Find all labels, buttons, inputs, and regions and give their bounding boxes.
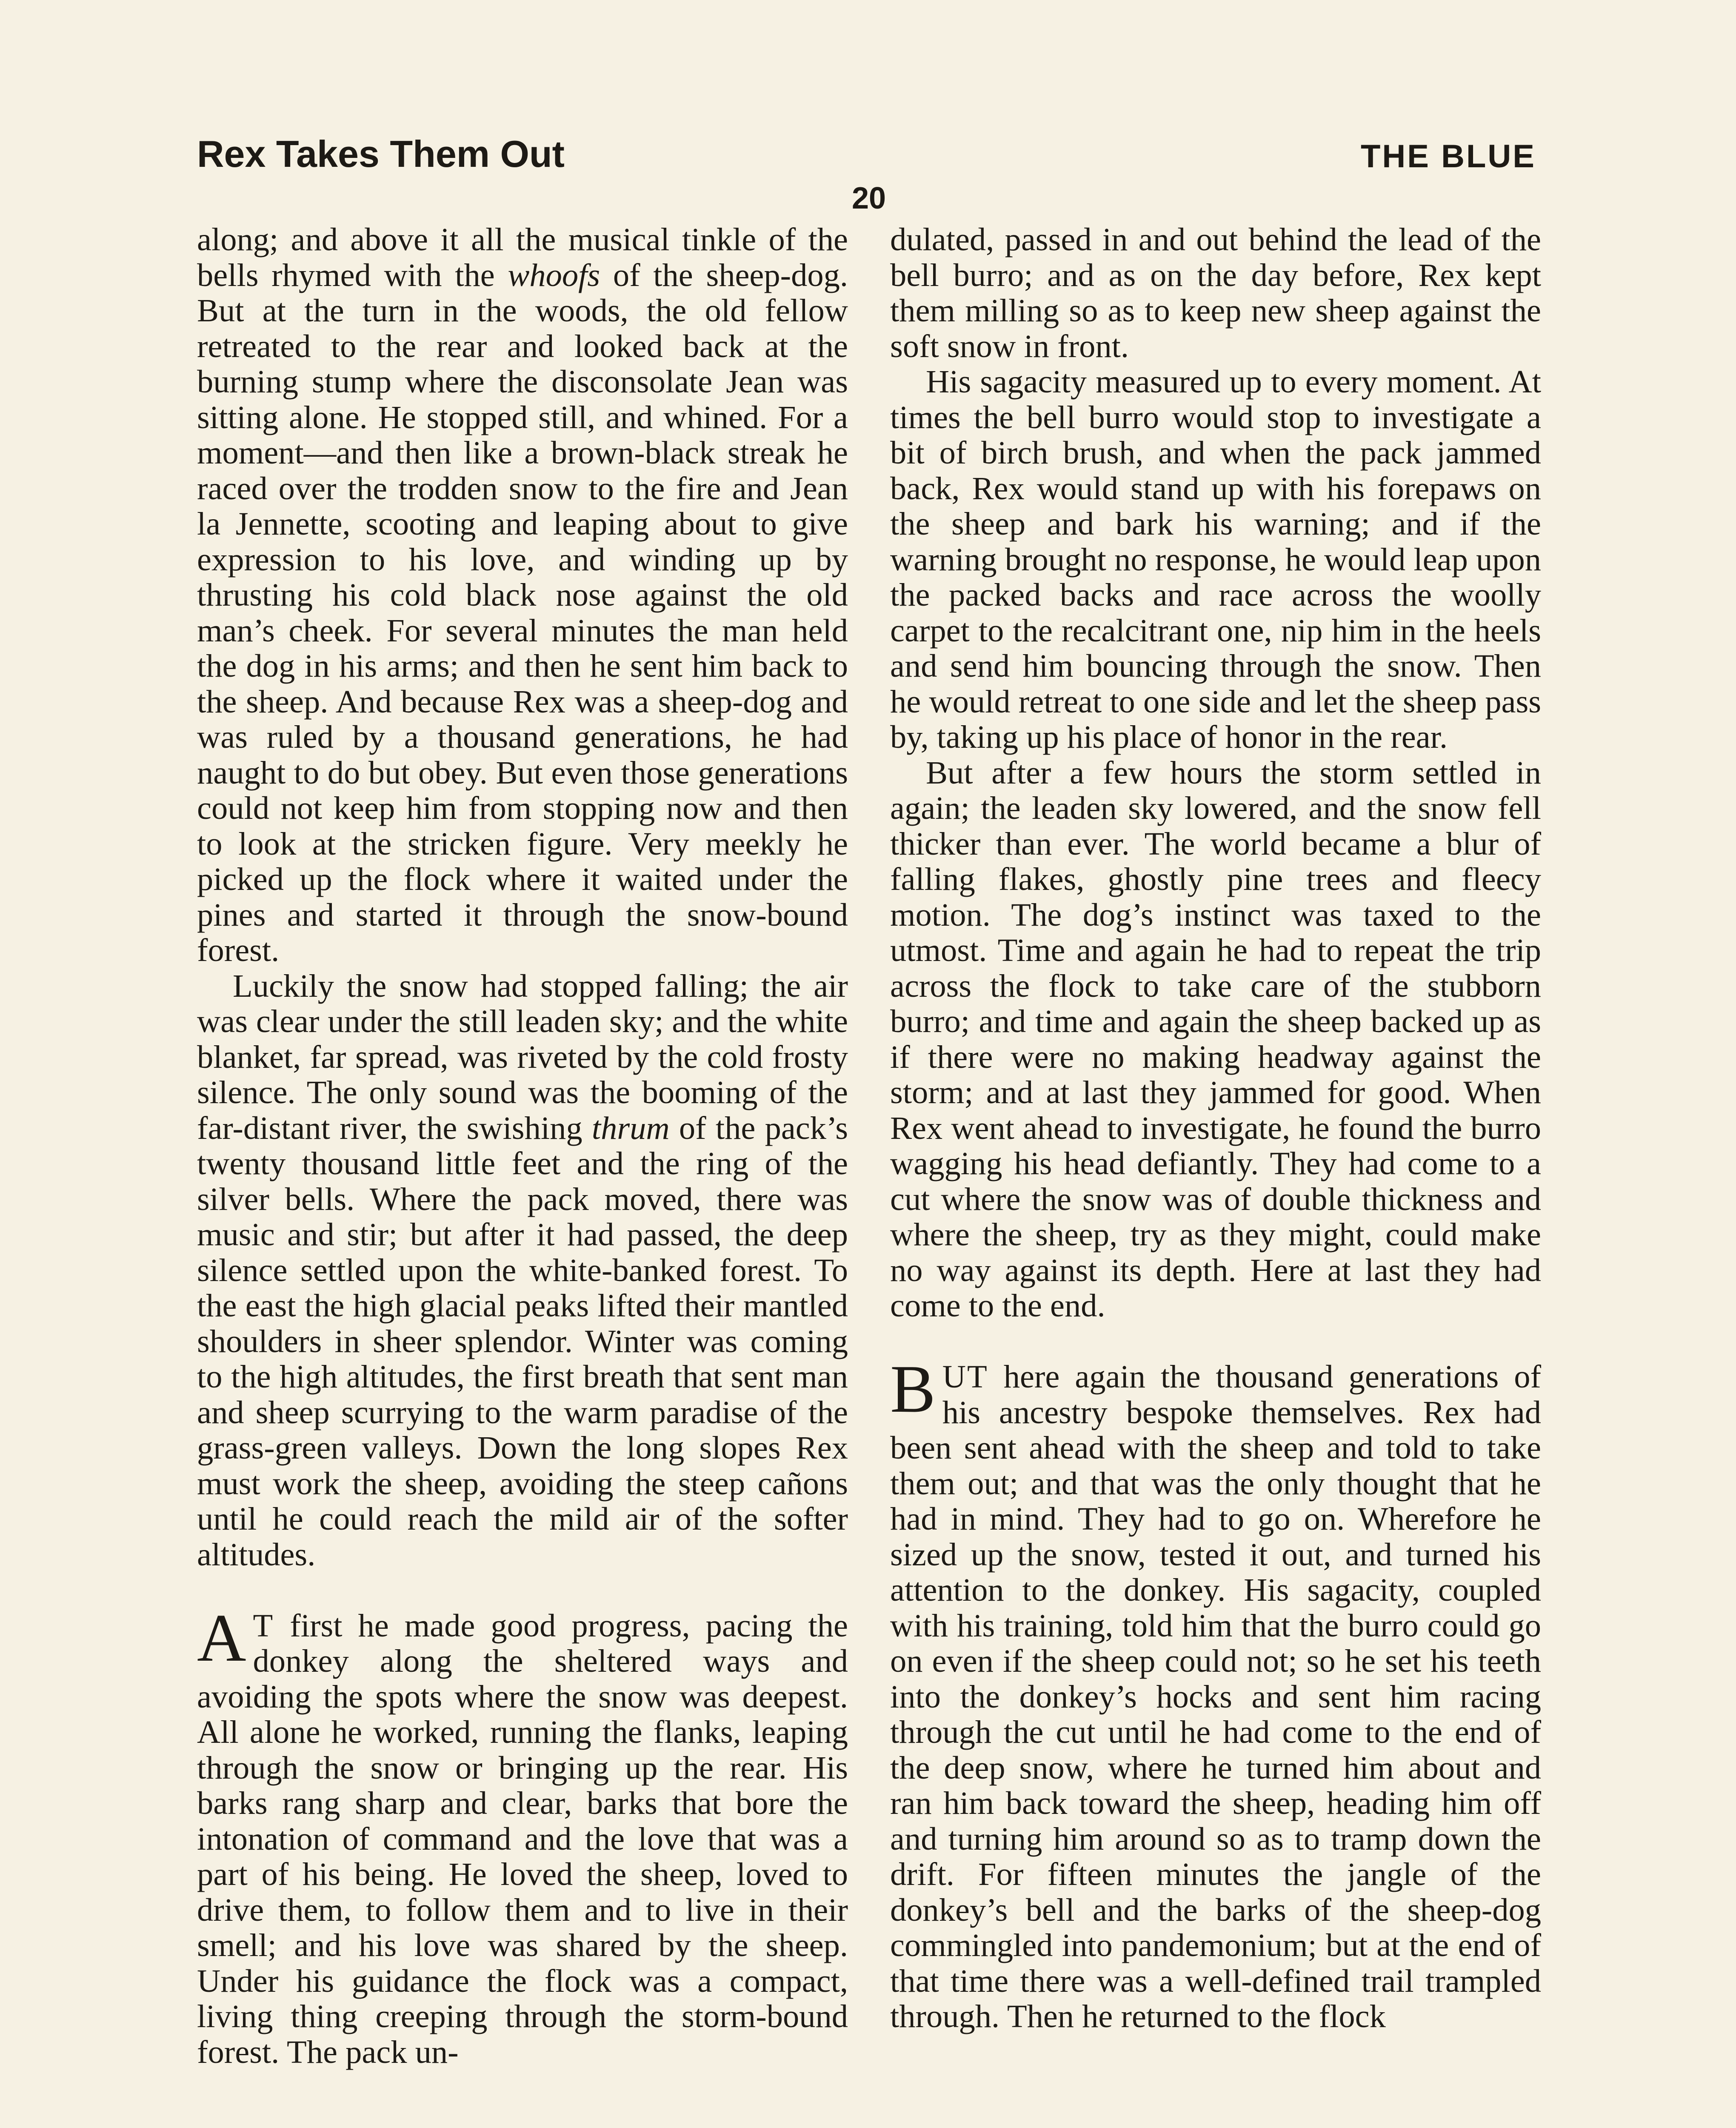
- paragraph-text: of the pack’s twenty thousand little feet and the ring of the silver bells. Where the pack moved, there was music and stir; but after it had passed, the deep silence settled upon the white-banked forest. To the east the high glacial peaks lifted their mantled shoulders in sheer splendor. Winter was coming to the high altitudes, the first breath that sent man and sheep scurrying to the warm paradise of the grass-green valleys. Down the long slopes Rex must work the sheep, avoiding the steep cañons until he could reach the mild air of the softer altitudes.: [197, 1110, 848, 1573]
- paragraph-text: along; and above it all the musical tinkle of the bells rhymed with the: [197, 221, 848, 293]
- paragraph: His sagacity measured up to every moment. At times the bell burro would stop to investigate a bit of birch brush, and when the pack jammed back, Rex would stand up with his forepaws on the sheep and bark his warning; and if the warning brought no response, he would leap upon the packed backs and race across the woolly carpet to the recalcitrant one, nip him in the heels and send him bouncing through the snow. Then he would retreat to one side and let the sheep pass by, taking up his place of honor in the rear.: [890, 363, 1541, 755]
- running-title: Rex Takes Them Out: [197, 133, 565, 175]
- paragraph-text: of the sheep-dog. But at the turn in the woods, the old fellow retreated to the rear and looked back at the burning stump where the disconsolate Jean was sitting alone. He stopped still, and whined. For a moment—and then like a brown-black streak he raced over the trodden snow to the fire and Jean la Jennette, scooting and leaping about to give expression to his love, and winding up by thrusting his cold black nose against the old man’s cheek. For several minutes the man held the dog in his arms; and then he sent him back to the sheep. And because Rex was a sheep-dog and was ruled by a thousand generations, he had naught to do but obey. But even those generations could not keep him from stopping now and then to look at the stricken figure. Very meekly he picked up the flock where it waited under the pines and started it through the snow-bound forest.: [197, 257, 848, 968]
- section-break: [890, 1324, 1541, 1359]
- magazine-name: THE BLUE: [1361, 138, 1536, 174]
- drop-cap-lead: UT: [942, 1359, 988, 1395]
- paragraph: dulated, passed in and out behind the lead of the bell burro; and as on the day before, Rex kept them milling so as to keep new sheep against the soft snow in front.: [890, 221, 1541, 364]
- drop-cap-lead: T: [253, 1607, 274, 1644]
- paragraph-text: Luckily the snow had stopped falling; the air was clear under the still leaden sky; and the white blanket, far spread, was riveted by the cold frosty silence. The only sound was the booming of the far-distant river, the swishing: [197, 967, 848, 1146]
- drop-cap: A: [197, 1599, 246, 1676]
- page-number: 20: [852, 181, 886, 215]
- paragraph-text: first he made good progress, pacing the donkey along the sheltered ways and avoiding the spots where the snow was deepest. All alone he worked, running the flanks, leaping through the snow or bringing up the rear. His barks rang sharp and clear, barks that bore the intonation of command and the love that was a part of his being. He loved the sheep, loved to drive them, to follow them and to live in their smell; and his love was shared by the sheep. Under his guidance the flock was a compact, living thing creeping through the storm-bound forest. The pack un-: [197, 1607, 848, 2070]
- paragraph-dropcap: [197, 1599, 848, 2070]
- drop-cap: B: [890, 1351, 936, 1427]
- section-break: [197, 1572, 848, 1608]
- left-column: [197, 222, 848, 2070]
- italic-word: thrum: [591, 1110, 670, 1146]
- paragraph-text: here again the thousand generations of his ancestry bespoke themselves. Rex had been sent ahead with the sheep and told to take them out; and that was the only thought that he had in mind. They had to go on. Wherefore he sized up the snow, tested it out, and turned his attention to the donkey. His sagacity, coupled with his training, told him that the burro could go on even if the sheep could not; so he set his teeth into the donkey’s hocks and sent him racing through the cut until he had come to the end of the deep snow, where he turned him about and ran him back toward the sheep, heading him off and turning him around so as to tramp down the drift. For fifteen minutes the jangle of the donkey’s bell and the barks of the sheep-dog commingled into pandemonium; but at the end of that time there was a well-defined trail trampled through. Then he returned to the flock: [890, 1359, 1541, 2034]
- paragraph: [197, 222, 848, 968]
- right-column: [890, 222, 1541, 2034]
- paragraph-dropcap: [890, 1351, 1541, 2034]
- paragraph: But after a few hours the storm settled in again; the leaden sky lowered, and the snow fell thicker than ever. The world became a blur of falling flakes, ghostly pine trees and fleecy motion. The dog’s instinct was taxed to the utmost. Time and again he had to repeat the trip across the flock to take care of the stubborn burro; and time and again the sheep backed up as if there were no making headway against the storm; and at last they jammed for good. When Rex went ahead to investigate, he found the burro wagging his head defiantly. They had come to a cut where the snow was of double thickness and where the sheep, try as they might, could make no way against its depth. Here at last they had come to the end.: [890, 754, 1541, 1324]
- paragraph: [197, 968, 848, 1573]
- italic-word: whoofs: [508, 257, 600, 293]
